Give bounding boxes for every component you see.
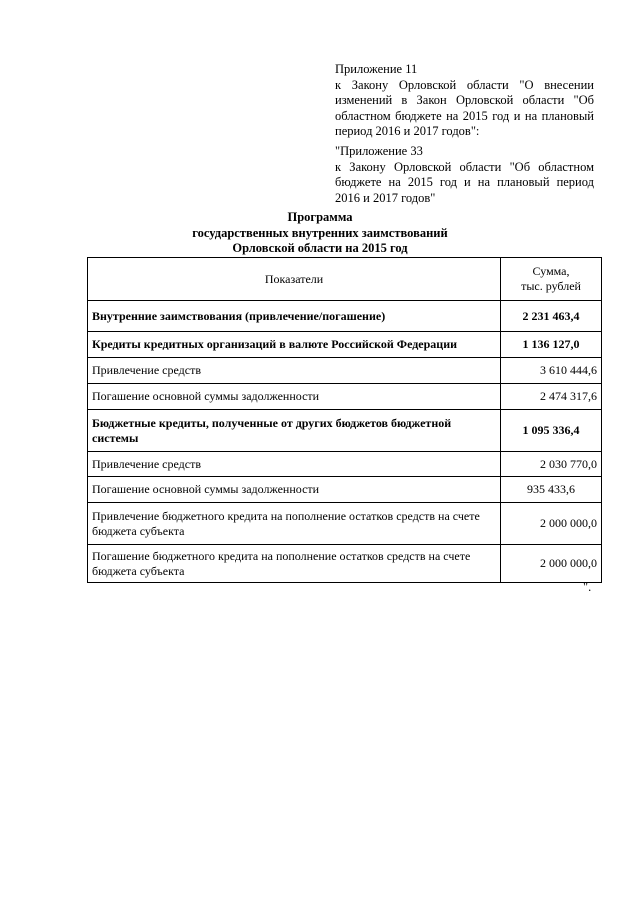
annex-11-header xyxy=(335,62,594,140)
annex-33-header xyxy=(335,144,594,206)
column-header-sum-line-2: тыс. рублей xyxy=(521,279,581,293)
row-sum: 1 136 127,0 xyxy=(501,332,602,358)
document-title xyxy=(0,210,640,257)
row-sum: 1 095 336,4 xyxy=(501,410,602,452)
annex-11-text: к Закону Орловской области "О внесении изменений в Закон Орловской области "Об областном бюджете на 2015 год и на плановый период 2016 и 2017 годов": xyxy=(335,77,594,138)
table-row xyxy=(88,332,602,358)
borrowing-program-table xyxy=(87,257,602,583)
table-row xyxy=(88,477,602,503)
annex-33-title: "Приложение 33 xyxy=(335,144,423,158)
closing-quote-mark: ". xyxy=(583,580,592,594)
table-row xyxy=(88,358,602,384)
row-indicator: Бюджетные кредиты, полученные от других бюджетов бюджетной системы xyxy=(88,410,501,452)
row-sum: 2 474 317,6 xyxy=(501,384,602,410)
row-indicator: Погашение бюджетного кредита на пополнение остатков средств на счете бюджета субъекта xyxy=(88,545,501,583)
table-row xyxy=(88,410,602,452)
row-indicator: Привлечение средств xyxy=(88,452,501,477)
column-header-sum-line-1: Сумма, xyxy=(532,264,570,278)
annex-11-title: Приложение 11 xyxy=(335,62,418,76)
row-sum: 2 030 770,0 xyxy=(501,452,602,477)
column-header-indicators: Показатели xyxy=(88,258,501,301)
row-indicator: Погашение основной суммы задолженности xyxy=(88,477,501,503)
document-title-line-3: Орловской области на 2015 год xyxy=(232,241,408,255)
table-row xyxy=(88,452,602,477)
row-sum: 2 231 463,4 xyxy=(501,301,602,332)
row-sum: 3 610 444,6 xyxy=(501,358,602,384)
row-sum: 2 000 000,0 xyxy=(501,545,602,583)
row-indicator: Погашение основной суммы задолженности xyxy=(88,384,501,410)
document-title-line-2: государственных внутренних заимствований xyxy=(192,225,448,240)
row-indicator: Привлечение бюджетного кредита на пополнение остатков средств на счете бюджета субъекта xyxy=(88,503,501,545)
table-row xyxy=(88,301,602,332)
column-header-sum xyxy=(501,258,602,301)
document-title-line-1: Программа xyxy=(287,210,353,224)
table-row xyxy=(88,384,602,410)
row-indicator: Внутренние заимствования (привлечение/погашение) xyxy=(88,301,501,332)
annex-33-text: к Закону Орловской области "Об областном бюджете на 2015 год и на плановый период 2016 и 2017 годов" xyxy=(335,159,594,205)
row-sum: 2 000 000,0 xyxy=(501,503,602,545)
row-indicator: Кредиты кредитных организаций в валюте Российской Федерации xyxy=(88,332,501,358)
row-sum: 935 433,6 xyxy=(501,477,602,503)
row-indicator: Привлечение средств xyxy=(88,358,501,384)
table-header-row xyxy=(88,258,602,301)
table-row xyxy=(88,503,602,545)
table-row xyxy=(88,545,602,583)
